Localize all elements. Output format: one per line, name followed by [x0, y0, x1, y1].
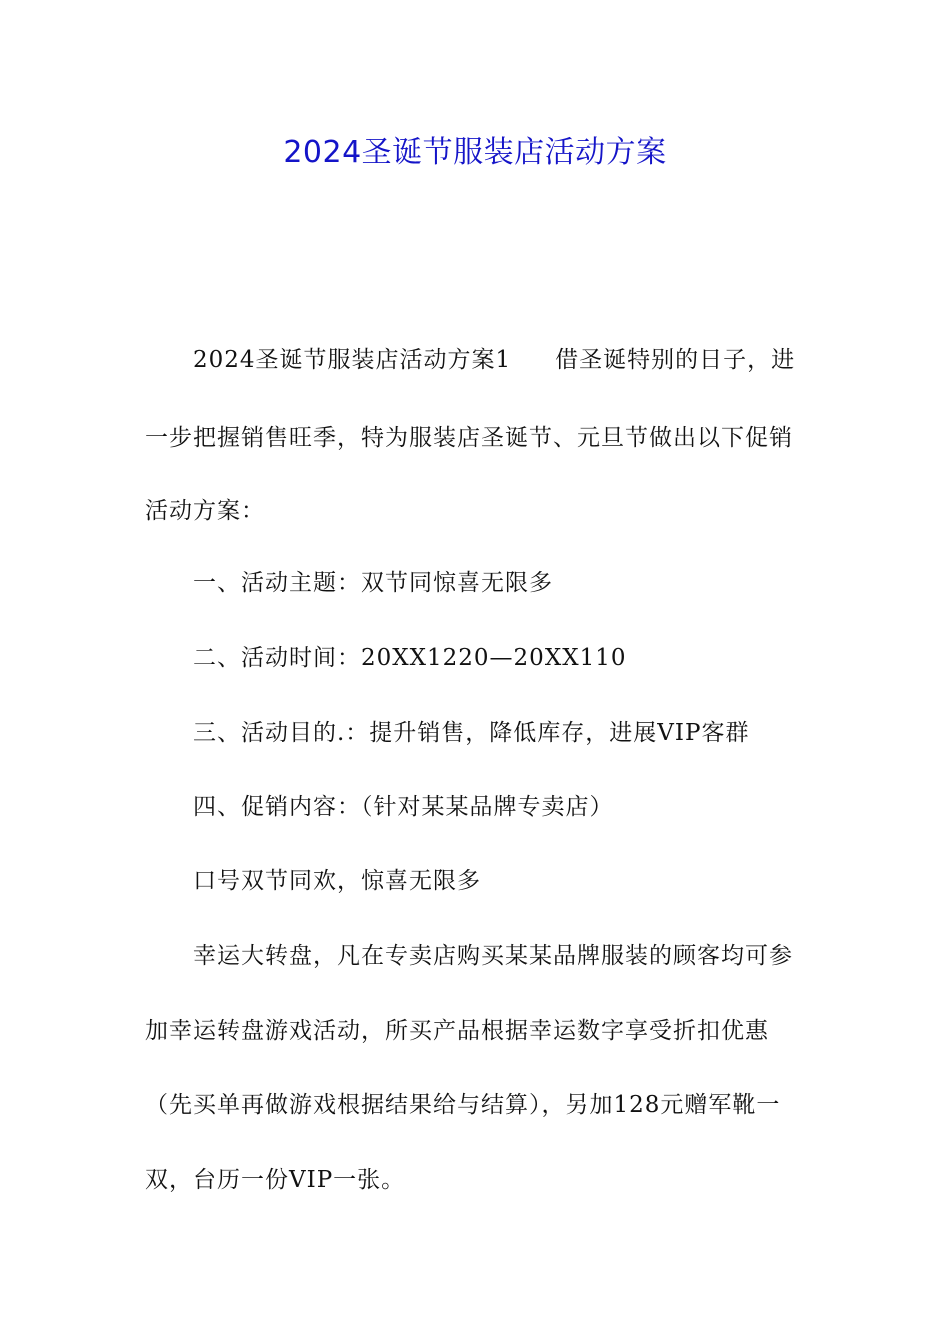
paragraph-wheel-line-2: 加幸运转盘游戏活动，所买产品根据幸运数字享受折扣优惠 [145, 1018, 769, 1044]
paragraph-intro-line-2: 一步把握销售旺季，特为服装店圣诞节、元旦节做出以下促销 [145, 425, 793, 451]
paragraph-content: 四、促销内容：（针对某某品牌专卖店） [193, 794, 614, 820]
intro-text: 借圣诞特别的日子，进 [555, 347, 796, 373]
intro-heading: 2024圣诞节服装店活动方案1 [193, 347, 512, 373]
paragraph-intro-line-3: 活动方案： [145, 498, 265, 524]
paragraph-theme: 一、活动主题：双节同惊喜无限多 [193, 570, 553, 596]
paragraph-goal: 三、活动目的.：提升销售，降低库存，进展VIP客群 [193, 720, 750, 746]
paragraph-time: 二、活动时间：20XX1220—20XX110 [193, 645, 627, 671]
paragraph-intro-line-1 [193, 340, 810, 380]
paragraph-wheel-line-3: （先买单再做游戏根据结果给与结算），另加128元赠军靴一 [145, 1092, 781, 1118]
paragraph-wheel-line-4: 双，台历一份VIP一张。 [145, 1167, 406, 1193]
paragraph-slogan: 口号双节同欢，惊喜无限多 [193, 868, 481, 894]
paragraph-wheel-line-1: 幸运大转盘，凡在专卖店购买某某品牌服装的顾客均可参 [193, 943, 793, 969]
document-title: 2024圣诞节服装店活动方案 [283, 135, 667, 170]
